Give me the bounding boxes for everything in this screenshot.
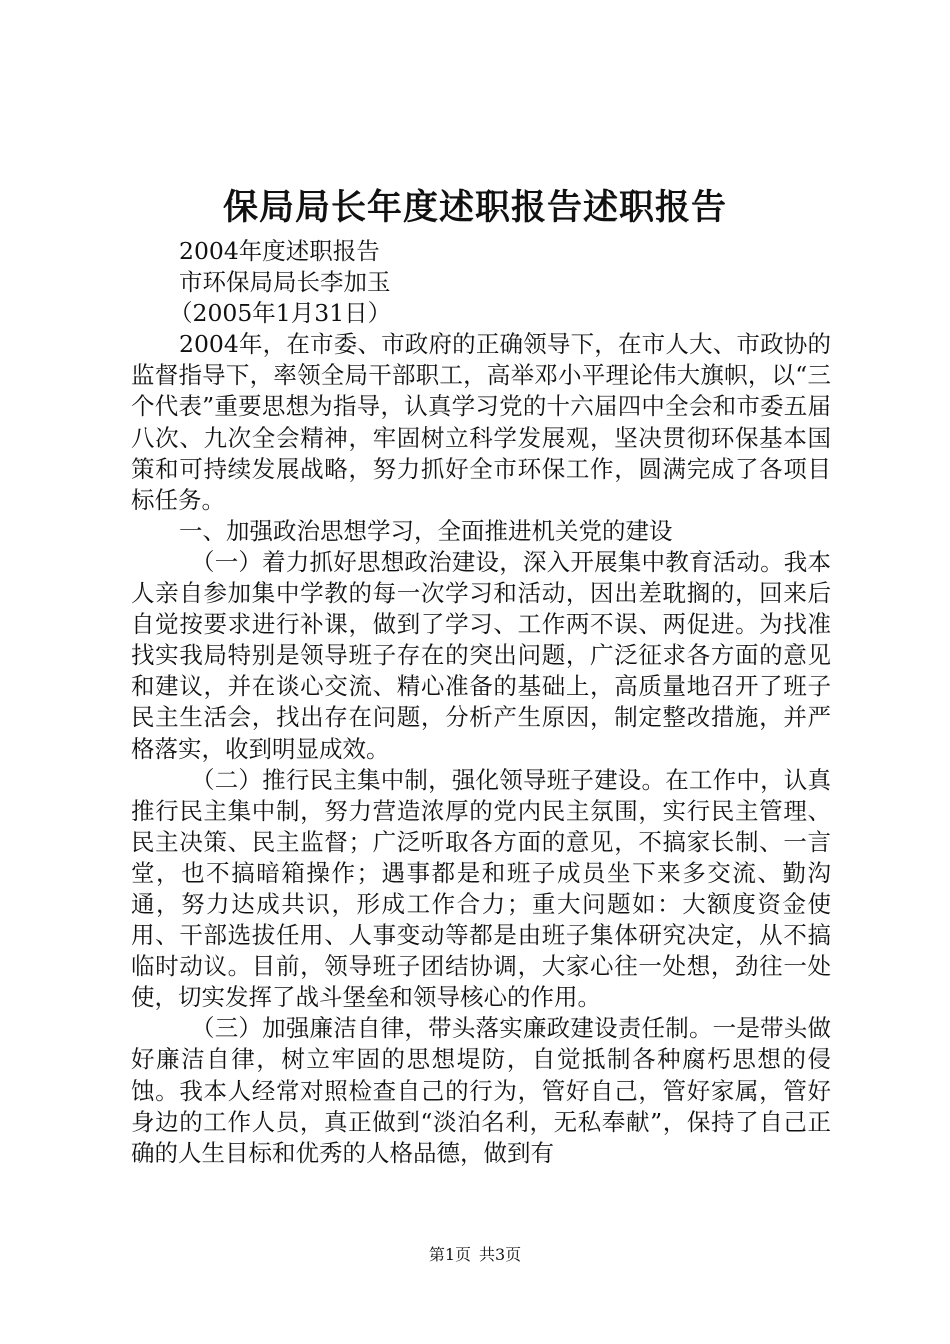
paragraph-item-2: （二）推行民主集中制，强化领导班子建设。在工作中，认真推行民主集中制，努力营造浓厚的党内民主氛围，实行民主管理、民主决策、民主监督；广泛听取各方面的意见，不搞家长制、一言堂，也不搞暗箱操作；遇事都是和班子成员坐下来多交流、勤沟通，努力达成共识，形成工作合力；重大问题如：大额度资金使用、干部选拔任用、人事变动等都是由班子集体研究决定，从不搞临时动议。目前，领导班子团结协调，大家心往一处想，劲往一处使，切实发挥了战斗堡垒和领导核心的作用。: [131, 765, 831, 1012]
section-heading: 一、加强政治思想学习，全面推进机关党的建设: [179, 516, 673, 545]
document-body: [131, 236, 831, 1169]
page-footer: [0, 1245, 950, 1265]
paragraph-item-1: （一）着力抓好思想政治建设，深入开展集中教育活动。我本人亲自参加集中学教的每一次学习和活动，因出差耽搁的，回来后自觉按要求进行补课，做到了学习、工作两不误、两促进。为找准找实我局特别是领导班子存在的突出问题，广泛征求各方面的意见和建议，并在谈心交流、精心准备的基础上，高质量地召开了班子民主生活会，找出存在问题，分析产生原因，制定整改措施，并严格落实，收到明显成效。: [131, 547, 831, 763]
paragraph-item-3: （三）加强廉洁自律，带头落实廉政建设责任制。一是带头做好廉洁自律，树立牢固的思想堤防，自觉抵制各种腐朽思想的侵蚀。我本人经常对照检查自己的行为，管好自己，管好家属，管好身边的工作人员，真正做到“淡泊名利，无私奉献”，保持了自己正确的人生目标和优秀的人格品德，做到有: [131, 1014, 831, 1167]
date-line: （2005年1月31日）: [169, 299, 392, 328]
author-line: 市环保局局长李加玉: [179, 268, 391, 297]
page-total: 共3页: [479, 1245, 522, 1264]
intro-paragraph: 2004年，在市委、市政府的正确领导下，在市人大、市政协的监督指导下，率领全局干部职工，高举邓小平理论伟大旗帜，以“三个代表”重要思想为指导，认真学习党的十六届四中全会和市委五届八次、九次全会精神，牢固树立科学发展观，坚决贯彻环保基本国策和可持续发展战略，努力抓好全市环保工作，圆满完成了各项目标任务。: [131, 330, 831, 514]
report-year-line: 2004年度述职报告: [179, 237, 380, 265]
page-number: 第1页: [428, 1245, 471, 1264]
page-title: 保局局长年度述职报告述职报告: [222, 187, 727, 228]
